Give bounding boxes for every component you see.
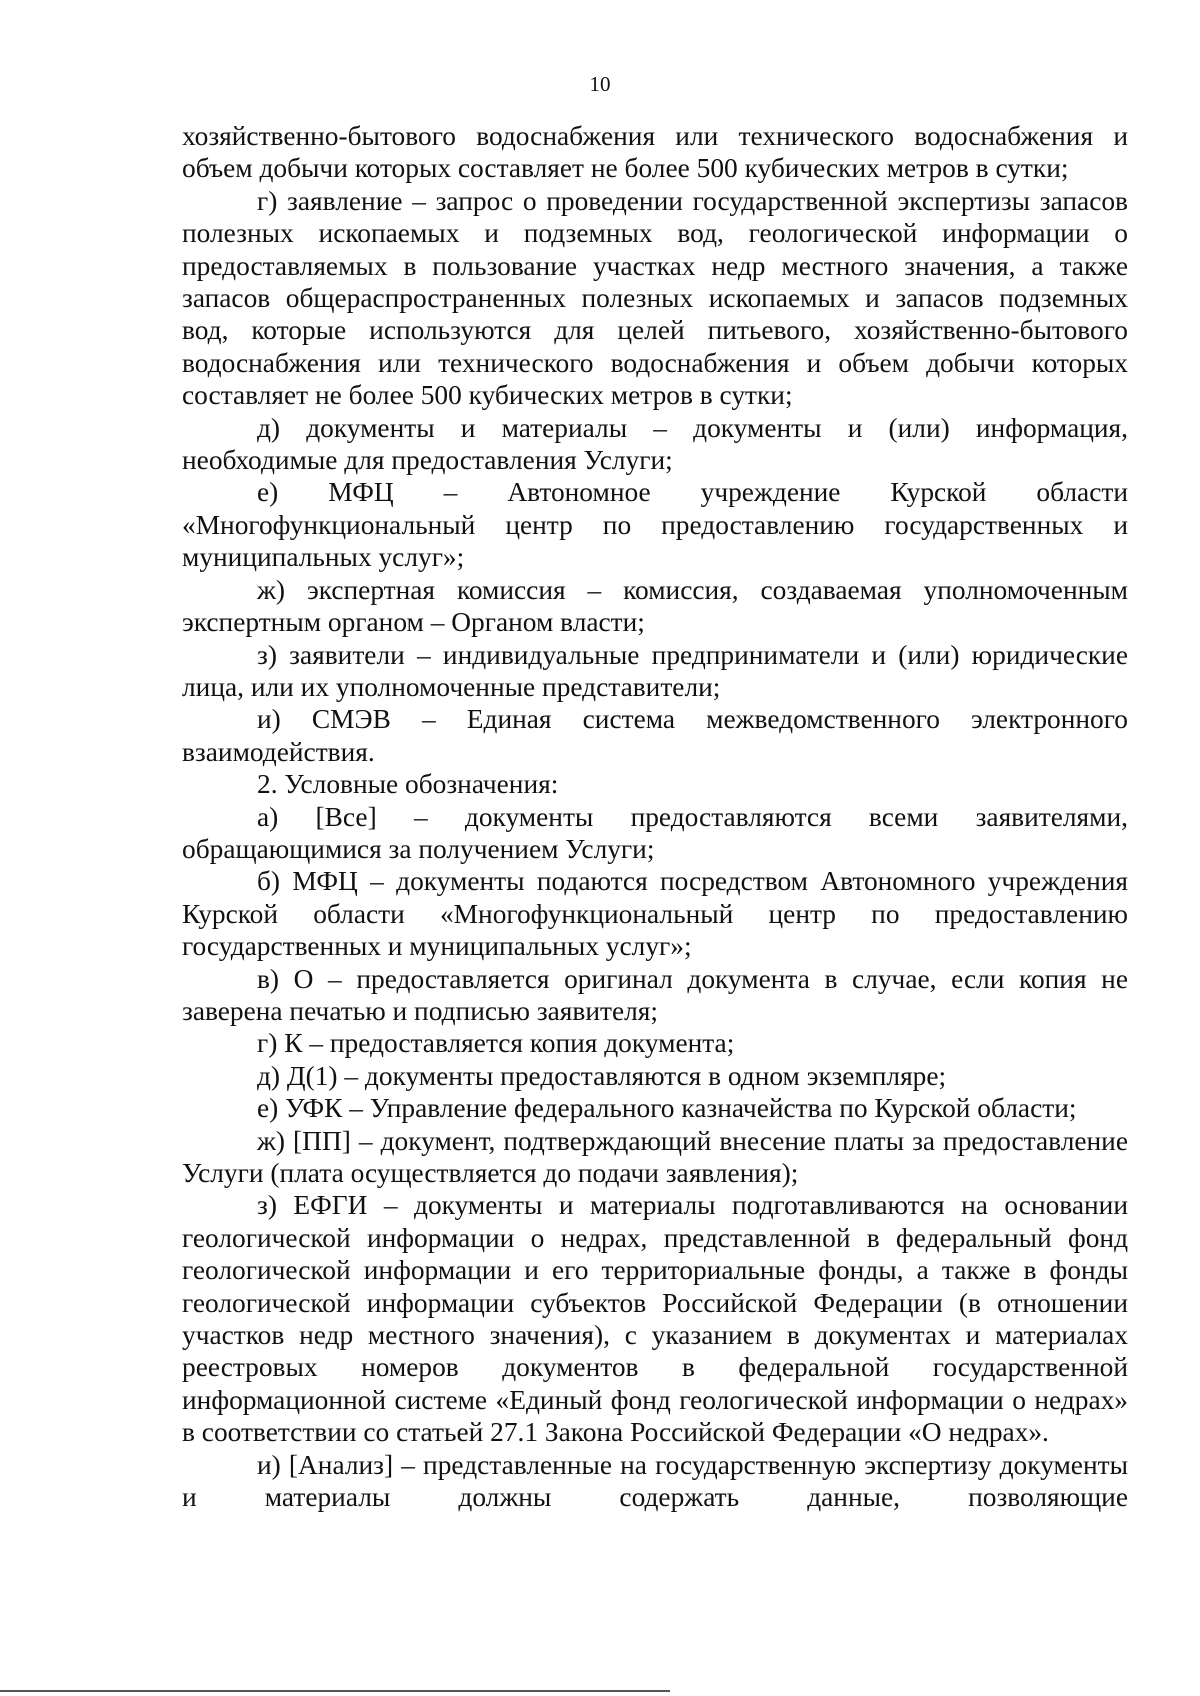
paragraph: д) Д(1) – документы предоставляются в одном экземпляре; — [257, 1060, 947, 1091]
paragraph: е) МФЦ – Автономное учреждение Курской области «Многофункциональный центр по предоставлению государственных и муниципальных услуг»; — [182, 477, 1128, 573]
paragraph: и) СМЭВ – Единая система межведомственного электронного взаимодействия. — [182, 704, 1128, 767]
paragraph: е) УФК – Управление федерального казначейства по Курской области; — [257, 1093, 1077, 1124]
paragraph: з) ЕФГИ – документы и материалы подготавливаются на основании геологической информации о недрах, представленной в федеральный фонд геологической информации и его территориальные фонды, а также в фонды геологической информации субъектов Российской Федерации (в отношении участков недр местного значения), с указанием в документах и материалах реестровых номеров документов в федеральной государственной информационной системе «Единый фонд геологической информации о недрах» в соответствии со статьей 27.1 Закона Российской Федерации «О недрах». — [182, 1190, 1128, 1448]
paragraph: г) заявление – запрос о проведении государственной экспертизы запасов полезных ископаемых и подземных вод, геологической информации о предоставляемых в пользование участках недр местного значения, а также запасов общераспространенных полезных ископаемых и запасов подземных вод, которые используются для целей питьевого, хозяйственно-бытового водоснабжения или технического водоснабжения и объем добычи которых составляет не более 500 кубических метров в сутки; — [182, 185, 1128, 411]
paragraph: в) О – предоставляется оригинал документа в случае, если копия не заверена печатью и подписью заявителя; — [182, 963, 1128, 1026]
document-body — [182, 120, 1128, 1513]
paragraph: б) МФЦ – документы подаются посредством Автономного учреждения Курской области «Многофункциональный центр по предоставлению государственных и муниципальных услуг»; — [182, 866, 1128, 962]
page-number: 10 — [589, 72, 611, 96]
paragraph: з) заявители – индивидуальные предприниматели и (или) юридические лица, или их уполномоченные представители; — [182, 639, 1128, 702]
paragraph: д) документы и материалы – документы и (или) информация, необходимые для предоставления Услуги; — [182, 412, 1128, 476]
paragraph: и) [Анализ] – представленные на государственную экспертизу документы и материалы должны содержать данные, позволяющие — [182, 1449, 1128, 1513]
scan-edge-line — [0, 1690, 670, 1692]
paragraph: а) [Все] – документы предоставляются всеми заявителями, обращающимися за получением Услуги; — [182, 801, 1128, 864]
paragraph: хозяйственно-бытового водоснабжения или технического водоснабжения и объем добычи которых составляет не более 500 кубических метров в сутки; — [182, 121, 1128, 184]
paragraph: 2. Условные обозначения: — [257, 769, 559, 800]
paragraph: ж) [ПП] – документ, подтверждающий внесение платы за предоставление Услуги (плата осуществляется до подачи заявления); — [182, 1125, 1128, 1188]
paragraph: ж) экспертная комиссия – комиссия, создаваемая уполномоченным экспертным органом – Органом власти; — [182, 574, 1128, 638]
paragraph: г) К – предоставляется копия документа; — [257, 1028, 735, 1059]
